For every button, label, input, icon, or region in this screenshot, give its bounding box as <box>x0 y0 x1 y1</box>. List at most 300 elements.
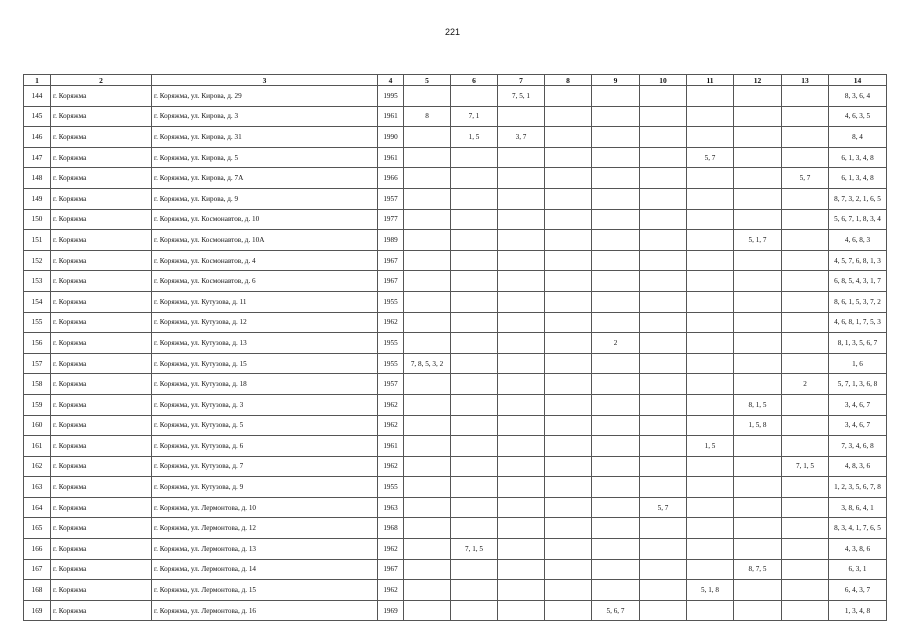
city-cell: г. Коряжма <box>51 86 152 107</box>
value-cell <box>498 559 545 580</box>
city-cell: г. Коряжма <box>51 456 152 477</box>
table-body <box>24 86 887 621</box>
value-cell <box>451 333 498 354</box>
value-cell <box>687 168 734 189</box>
row-number: 168 <box>24 580 51 601</box>
summary-cell: 5, 6, 7, 1, 8, 3, 4 <box>829 209 887 230</box>
value-cell <box>545 86 592 107</box>
value-cell <box>545 477 592 498</box>
value-cell <box>451 497 498 518</box>
value-cell <box>640 188 687 209</box>
value-cell <box>498 539 545 560</box>
year-cell: 1962 <box>378 539 404 560</box>
row-number: 146 <box>24 127 51 148</box>
year-cell: 1957 <box>378 374 404 395</box>
row-number: 164 <box>24 497 51 518</box>
value-cell <box>687 230 734 251</box>
city-cell: г. Коряжма <box>51 312 152 333</box>
row-number: 165 <box>24 518 51 539</box>
value-cell <box>782 106 829 127</box>
row-number: 166 <box>24 539 51 560</box>
value-cell <box>687 518 734 539</box>
value-cell <box>687 106 734 127</box>
value-cell <box>782 147 829 168</box>
value-cell <box>687 312 734 333</box>
value-cell <box>734 312 782 333</box>
year-cell: 1962 <box>378 456 404 477</box>
value-cell <box>782 209 829 230</box>
value-cell <box>545 106 592 127</box>
value-cell <box>687 86 734 107</box>
address-cell: г. Коряжма, ул. Лермонтова, д. 10 <box>152 497 378 518</box>
value-cell <box>545 600 592 621</box>
summary-cell: 8, 4 <box>829 127 887 148</box>
value-cell <box>592 497 640 518</box>
value-cell <box>498 600 545 621</box>
row-number: 147 <box>24 147 51 168</box>
value-cell <box>687 374 734 395</box>
address-cell: г. Коряжма, ул. Кирова, д. 7А <box>152 168 378 189</box>
value-cell <box>592 580 640 601</box>
summary-cell: 4, 6, 3, 5 <box>829 106 887 127</box>
value-cell <box>640 394 687 415</box>
value-cell <box>734 497 782 518</box>
value-cell <box>451 168 498 189</box>
value-cell <box>545 497 592 518</box>
value-cell <box>734 250 782 271</box>
column-header: 13 <box>782 75 829 86</box>
column-header: 2 <box>51 75 152 86</box>
value-cell: 1, 5 <box>451 127 498 148</box>
value-cell <box>404 518 451 539</box>
city-cell: г. Коряжма <box>51 127 152 148</box>
value-cell <box>498 333 545 354</box>
address-cell: г. Коряжма, ул. Кутузова, д. 13 <box>152 333 378 354</box>
value-cell <box>592 415 640 436</box>
value-cell <box>782 271 829 292</box>
value-cell <box>782 333 829 354</box>
address-cell: г. Коряжма, ул. Кутузова, д. 12 <box>152 312 378 333</box>
table-row <box>24 291 887 312</box>
value-cell <box>782 312 829 333</box>
value-cell <box>734 291 782 312</box>
value-cell <box>545 271 592 292</box>
year-cell: 1967 <box>378 271 404 292</box>
value-cell <box>545 559 592 580</box>
city-cell: г. Коряжма <box>51 188 152 209</box>
value-cell <box>734 580 782 601</box>
value-cell <box>640 230 687 251</box>
table-row <box>24 436 887 457</box>
summary-cell: 6, 3, 1 <box>829 559 887 580</box>
value-cell: 2 <box>782 374 829 395</box>
value-cell: 7, 1, 5 <box>451 539 498 560</box>
year-cell: 1962 <box>378 580 404 601</box>
value-cell <box>451 580 498 601</box>
year-cell: 1957 <box>378 188 404 209</box>
address-cell: г. Коряжма, ул. Лермонтова, д. 14 <box>152 559 378 580</box>
year-cell: 1955 <box>378 333 404 354</box>
address-cell: г. Коряжма, ул. Кутузова, д. 18 <box>152 374 378 395</box>
address-cell: г. Коряжма, ул. Космонавтов, д. 10 <box>152 209 378 230</box>
table-row <box>24 477 887 498</box>
value-cell: 1, 5 <box>687 436 734 457</box>
value-cell <box>687 291 734 312</box>
value-cell <box>592 312 640 333</box>
value-cell <box>640 271 687 292</box>
table-row <box>24 209 887 230</box>
column-header: 8 <box>545 75 592 86</box>
address-cell: г. Коряжма, ул. Кутузова, д. 15 <box>152 353 378 374</box>
value-cell <box>451 271 498 292</box>
value-cell <box>498 477 545 498</box>
row-number: 160 <box>24 415 51 436</box>
value-cell <box>498 353 545 374</box>
value-cell <box>451 209 498 230</box>
table-row <box>24 312 887 333</box>
value-cell <box>592 127 640 148</box>
value-cell <box>734 456 782 477</box>
value-cell <box>640 477 687 498</box>
value-cell <box>498 209 545 230</box>
city-cell: г. Коряжма <box>51 106 152 127</box>
year-cell: 1961 <box>378 106 404 127</box>
value-cell: 8, 7, 5 <box>734 559 782 580</box>
city-cell: г. Коряжма <box>51 250 152 271</box>
value-cell <box>592 86 640 107</box>
address-cell: г. Коряжма, ул. Кутузова, д. 11 <box>152 291 378 312</box>
value-cell <box>545 456 592 477</box>
value-cell <box>734 188 782 209</box>
year-cell: 1969 <box>378 600 404 621</box>
value-cell <box>687 415 734 436</box>
value-cell <box>451 456 498 477</box>
row-number: 153 <box>24 271 51 292</box>
value-cell <box>782 600 829 621</box>
value-cell <box>782 127 829 148</box>
value-cell <box>498 250 545 271</box>
year-cell: 1967 <box>378 250 404 271</box>
value-cell <box>687 209 734 230</box>
summary-cell: 6, 8, 5, 4, 3, 1, 7 <box>829 271 887 292</box>
value-cell <box>498 497 545 518</box>
year-cell: 1962 <box>378 312 404 333</box>
row-number: 148 <box>24 168 51 189</box>
value-cell <box>404 291 451 312</box>
table-row <box>24 168 887 189</box>
row-number: 144 <box>24 86 51 107</box>
value-cell: 7, 8, 5, 3, 2 <box>404 353 451 374</box>
value-cell <box>782 559 829 580</box>
address-cell: г. Коряжма, ул. Кутузова, д. 3 <box>152 394 378 415</box>
row-number: 162 <box>24 456 51 477</box>
table-row <box>24 127 887 148</box>
value-cell <box>734 333 782 354</box>
address-cell: г. Коряжма, ул. Кутузова, д. 9 <box>152 477 378 498</box>
value-cell <box>782 230 829 251</box>
value-cell <box>640 539 687 560</box>
value-cell <box>640 518 687 539</box>
column-header: 9 <box>592 75 640 86</box>
value-cell <box>687 333 734 354</box>
table-row <box>24 188 887 209</box>
value-cell <box>498 394 545 415</box>
year-cell: 1990 <box>378 127 404 148</box>
column-header: 4 <box>378 75 404 86</box>
address-cell: г. Коряжма, ул. Кирова, д. 29 <box>152 86 378 107</box>
table-row <box>24 415 887 436</box>
value-cell <box>451 559 498 580</box>
year-cell: 1962 <box>378 394 404 415</box>
value-cell <box>592 271 640 292</box>
value-cell <box>545 580 592 601</box>
value-cell <box>687 477 734 498</box>
value-cell <box>404 580 451 601</box>
value-cell: 7, 1, 5 <box>782 456 829 477</box>
value-cell <box>734 168 782 189</box>
value-cell <box>404 271 451 292</box>
value-cell <box>545 291 592 312</box>
value-cell <box>734 127 782 148</box>
value-cell <box>545 394 592 415</box>
column-header: 1 <box>24 75 51 86</box>
value-cell: 2 <box>592 333 640 354</box>
table-row <box>24 394 887 415</box>
address-cell: г. Коряжма, ул. Космонавтов, д. 10А <box>152 230 378 251</box>
column-header: 6 <box>451 75 498 86</box>
address-cell: г. Коряжма, ул. Лермонтова, д. 13 <box>152 539 378 560</box>
table-row <box>24 580 887 601</box>
year-cell: 1961 <box>378 436 404 457</box>
value-cell <box>404 497 451 518</box>
value-cell <box>640 559 687 580</box>
value-cell: 1, 5, 8 <box>734 415 782 436</box>
row-number: 163 <box>24 477 51 498</box>
summary-cell: 1, 2, 3, 5, 6, 7, 8 <box>829 477 887 498</box>
value-cell <box>640 291 687 312</box>
summary-cell: 6, 1, 3, 4, 8 <box>829 168 887 189</box>
column-header: 12 <box>734 75 782 86</box>
value-cell <box>498 312 545 333</box>
row-number: 150 <box>24 209 51 230</box>
value-cell <box>734 147 782 168</box>
address-cell: г. Коряжма, ул. Кирова, д. 5 <box>152 147 378 168</box>
row-number: 152 <box>24 250 51 271</box>
value-cell <box>782 250 829 271</box>
value-cell <box>640 456 687 477</box>
summary-cell: 3, 8, 6, 4, 1 <box>829 497 887 518</box>
summary-cell: 8, 3, 6, 4 <box>829 86 887 107</box>
value-cell <box>782 539 829 560</box>
value-cell <box>404 86 451 107</box>
value-cell <box>545 374 592 395</box>
address-cell: г. Коряжма, ул. Кутузова, д. 7 <box>152 456 378 477</box>
row-number: 151 <box>24 230 51 251</box>
row-number: 158 <box>24 374 51 395</box>
value-cell: 5, 1, 8 <box>687 580 734 601</box>
value-cell <box>734 374 782 395</box>
value-cell <box>498 168 545 189</box>
value-cell <box>640 580 687 601</box>
value-cell <box>404 374 451 395</box>
value-cell: 5, 7 <box>640 497 687 518</box>
row-number: 159 <box>24 394 51 415</box>
column-header: 11 <box>687 75 734 86</box>
value-cell <box>545 518 592 539</box>
city-cell: г. Коряжма <box>51 559 152 580</box>
value-cell <box>734 86 782 107</box>
value-cell <box>734 539 782 560</box>
value-cell <box>404 127 451 148</box>
value-cell <box>592 353 640 374</box>
value-cell <box>451 518 498 539</box>
value-cell <box>498 291 545 312</box>
value-cell <box>451 477 498 498</box>
value-cell <box>592 374 640 395</box>
value-cell <box>545 436 592 457</box>
summary-cell: 5, 7, 1, 3, 6, 8 <box>829 374 887 395</box>
summary-cell: 4, 8, 3, 6 <box>829 456 887 477</box>
value-cell <box>545 333 592 354</box>
value-cell <box>592 394 640 415</box>
value-cell <box>640 415 687 436</box>
value-cell <box>640 250 687 271</box>
year-cell: 1966 <box>378 168 404 189</box>
address-cell: г. Коряжма, ул. Кутузова, д. 6 <box>152 436 378 457</box>
value-cell <box>782 415 829 436</box>
value-cell <box>592 250 640 271</box>
value-cell <box>451 600 498 621</box>
value-cell <box>782 436 829 457</box>
value-cell <box>451 291 498 312</box>
year-cell: 1968 <box>378 518 404 539</box>
value-cell <box>498 230 545 251</box>
table-row <box>24 250 887 271</box>
city-cell: г. Коряжма <box>51 497 152 518</box>
summary-cell: 1, 6 <box>829 353 887 374</box>
row-number: 169 <box>24 600 51 621</box>
city-cell: г. Коряжма <box>51 600 152 621</box>
value-cell <box>404 539 451 560</box>
city-cell: г. Коряжма <box>51 518 152 539</box>
value-cell <box>782 497 829 518</box>
value-cell <box>592 147 640 168</box>
table-header-row <box>24 75 887 86</box>
value-cell <box>545 539 592 560</box>
year-cell: 1961 <box>378 147 404 168</box>
column-header: 7 <box>498 75 545 86</box>
row-number: 157 <box>24 353 51 374</box>
year-cell: 1955 <box>378 353 404 374</box>
address-cell: г. Коряжма, ул. Лермонтова, д. 15 <box>152 580 378 601</box>
row-number: 145 <box>24 106 51 127</box>
city-cell: г. Коряжма <box>51 291 152 312</box>
value-cell <box>687 271 734 292</box>
city-cell: г. Коряжма <box>51 209 152 230</box>
address-cell: г. Коряжма, ул. Кирова, д. 31 <box>152 127 378 148</box>
table-row <box>24 333 887 354</box>
value-cell <box>404 168 451 189</box>
value-cell <box>592 209 640 230</box>
value-cell <box>782 477 829 498</box>
value-cell <box>592 477 640 498</box>
summary-cell: 8, 1, 3, 5, 6, 7 <box>829 333 887 354</box>
table-row <box>24 518 887 539</box>
value-cell <box>640 600 687 621</box>
value-cell <box>687 497 734 518</box>
value-cell <box>498 456 545 477</box>
row-number: 149 <box>24 188 51 209</box>
value-cell <box>734 106 782 127</box>
year-cell: 1989 <box>378 230 404 251</box>
value-cell: 7, 1 <box>451 106 498 127</box>
value-cell: 3, 7 <box>498 127 545 148</box>
value-cell <box>498 374 545 395</box>
table-row <box>24 374 887 395</box>
value-cell <box>545 415 592 436</box>
value-cell <box>734 271 782 292</box>
city-cell: г. Коряжма <box>51 230 152 251</box>
page-number: 221 <box>444 27 461 37</box>
year-cell: 1977 <box>378 209 404 230</box>
address-cell: г. Коряжма, ул. Кутузова, д. 5 <box>152 415 378 436</box>
value-cell <box>687 394 734 415</box>
value-cell: 7, 5, 1 <box>498 86 545 107</box>
value-cell <box>592 539 640 560</box>
value-cell <box>687 559 734 580</box>
value-cell <box>451 312 498 333</box>
value-cell <box>640 209 687 230</box>
year-cell: 1995 <box>378 86 404 107</box>
value-cell <box>592 106 640 127</box>
summary-cell: 4, 6, 8, 1, 7, 5, 3 <box>829 312 887 333</box>
address-cell: г. Коряжма, ул. Лермонтова, д. 16 <box>152 600 378 621</box>
value-cell <box>640 312 687 333</box>
value-cell <box>404 394 451 415</box>
row-number: 167 <box>24 559 51 580</box>
value-cell <box>498 415 545 436</box>
table-row <box>24 559 887 580</box>
year-cell: 1967 <box>378 559 404 580</box>
value-cell <box>498 271 545 292</box>
value-cell <box>451 394 498 415</box>
value-cell: 8 <box>404 106 451 127</box>
table-row <box>24 600 887 621</box>
column-header: 14 <box>829 75 887 86</box>
value-cell <box>545 353 592 374</box>
year-cell: 1955 <box>378 291 404 312</box>
value-cell <box>782 518 829 539</box>
city-cell: г. Коряжма <box>51 415 152 436</box>
value-cell: 5, 7 <box>687 147 734 168</box>
value-cell <box>451 230 498 251</box>
value-cell: 5, 1, 7 <box>734 230 782 251</box>
city-cell: г. Коряжма <box>51 168 152 189</box>
city-cell: г. Коряжма <box>51 436 152 457</box>
summary-cell: 6, 1, 3, 4, 8 <box>829 147 887 168</box>
value-cell <box>592 168 640 189</box>
value-cell <box>404 559 451 580</box>
summary-cell: 3, 4, 6, 7 <box>829 394 887 415</box>
value-cell <box>404 230 451 251</box>
value-cell <box>592 456 640 477</box>
value-cell <box>451 188 498 209</box>
value-cell <box>734 353 782 374</box>
value-cell <box>640 168 687 189</box>
value-cell <box>451 374 498 395</box>
value-cell <box>782 188 829 209</box>
value-cell <box>687 539 734 560</box>
